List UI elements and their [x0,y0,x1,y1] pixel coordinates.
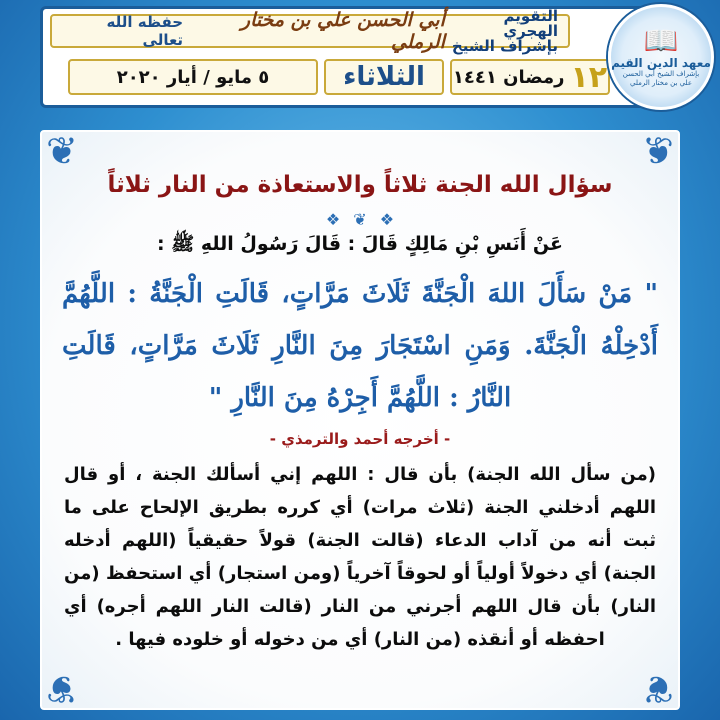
calendar-title-line1: التقويم الهجري [503,6,558,40]
hadith-text: " مَنْ سَأَلَ اللهَ الْجَنَّةَ ثَلَاثَ مَرَّاتٍ، قَالَتِ الْجَنَّةُ : اللَّهُمَّ أَدْخِلْهُ الْجَنَّةَ. وَمَنِ اسْتَجَارَ مِنَ النَّارِ ثَلَاثَ مَرَّاتٍ، قَالَتِ النَّارُ : اللَّهُمَّ أَجِرْهُ مِنَ النَّارِ " [62,279,658,413]
hadith-isnad: عَنْ أَنَسِ بْنِ مَالِكٍ قَالَ : قَالَ رَسُولُ اللهِ ﷺ : [157,233,563,255]
corner-ornament-icon: ❦ [642,667,674,711]
corner-ornament-icon: ❦ [46,129,78,173]
ornament-divider-icon: ❖ ❦ ❖ [325,210,399,229]
logo-subtitle: بإشراف الشيخ أبي الحسن علي بن مختار الرملي [622,70,700,87]
hadith-commentary: (من سأل الله الجنة) بأن قال : اللهم إني أسألك الجنة ، أو قال اللهم أدخلني الجنة (ثلاث مرات) أي كرره بطريق الإلحاح على ما ثبت أنه من آداب الدعاء (قالت الجنة) قولاً حقيقياً (اللهم أدخله الجنة) أي دخولاً أولياً أو لحوقاً آخرياً (ومن استجار) أي استحفظ (من النار) بأن قال اللهم أجرني من النار (قالت النار اللهم أجره) أي احفظه أو أنقذه (من النار) أي من دخوله أو خلوده فيها . [64,464,656,650]
hadith-source: - أخرجه أحمد والترمذي - [269,430,451,448]
date-row [50,58,610,96]
institute-logo [608,4,714,110]
hijri-day: ١٢ [570,59,608,95]
calendar-title [445,6,558,55]
corner-ornament-icon: ❦ [642,129,674,173]
hijri-month-year: رمضان ١٤٤١ [452,66,565,88]
calendar-title-line2: بإشراف الشيخ [451,36,558,55]
logo-name: معهد الدين القيم [611,56,711,70]
open-book-icon: 📖 [643,24,679,57]
card-title: سؤال الله الجنة ثلاثاً والاستعاذة من النار ثلاثاً [107,172,613,198]
sheikh-name: أبي الحسن علي بن مختار الرملي [240,9,445,53]
calendar-title-bar [50,6,570,55]
honorific: حفظه الله تعالى [106,13,184,49]
hadith-card [40,130,680,710]
corner-ornament-icon: ❦ [46,667,78,711]
weekday: الثلاثاء [324,59,444,95]
hijri-date [450,59,610,95]
gregorian-date: ٥ مايو / أيار ٢٠٢٠ [68,59,318,95]
